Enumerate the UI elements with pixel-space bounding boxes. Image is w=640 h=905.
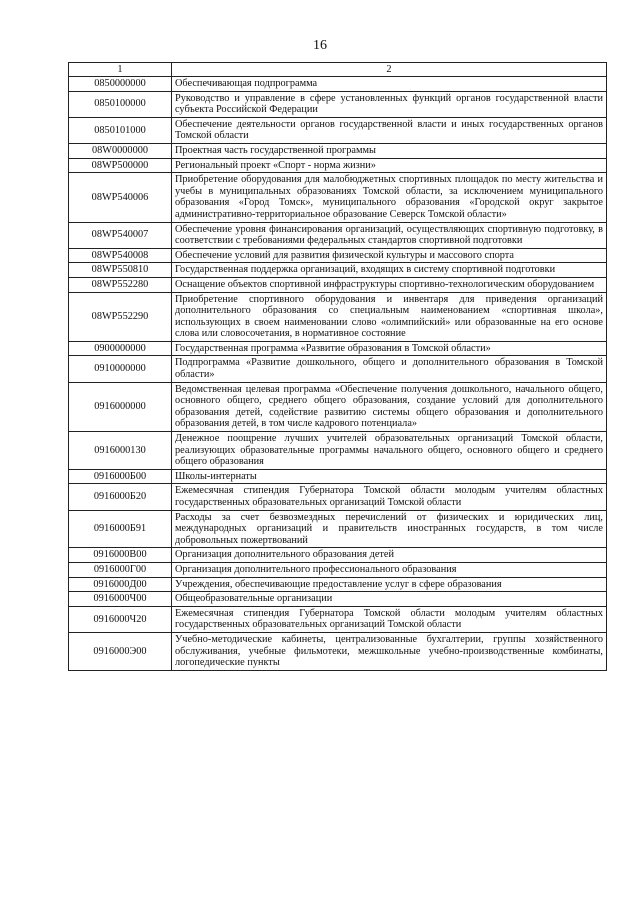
row-name: Обеспечение деятельности органов государственной власти и иных государственных органов Томской области	[172, 117, 607, 143]
row-name: Проектная часть государственной программы	[172, 143, 607, 158]
row-name: Ежемесячная стипендия Губернатора Томской области молодым учителям областных государственных образовательных организаций Томской области	[172, 606, 607, 632]
table-row	[69, 277, 607, 292]
page-number: 16	[313, 38, 327, 53]
row-name: Государственная программа «Развитие образования в Томской области»	[172, 341, 607, 356]
row-code: 0850101000	[69, 117, 172, 143]
header-row	[69, 63, 607, 77]
table-row	[69, 263, 607, 278]
row-name: Региональный проект «Спорт - норма жизни»	[172, 158, 607, 173]
table-row	[69, 248, 607, 263]
row-code: 0916000130	[69, 432, 172, 470]
table-header	[69, 63, 607, 77]
table-row	[69, 292, 607, 341]
row-name: Организация дополнительного профессионального образования	[172, 562, 607, 577]
row-code: 0916000Ч20	[69, 606, 172, 632]
row-code: 0916000В00	[69, 548, 172, 563]
table-row	[69, 222, 607, 248]
row-code: 0916000Б20	[69, 484, 172, 510]
table-row	[69, 562, 607, 577]
table-row	[69, 341, 607, 356]
row-name: Общеобразовательные организации	[172, 592, 607, 607]
table-row	[69, 91, 607, 117]
row-code: 0916000000	[69, 382, 172, 431]
row-name: Приобретение спортивного оборудования и инвентаря для приведения организаций дополнительного образования со специальным наименованием «спортивная школа», использующих в своем наименовании слово «олимпийский» или образованные на его основе слова или словосочетания, в нормативное состояние	[172, 292, 607, 341]
table-row	[69, 510, 607, 548]
row-code: 08WP550810	[69, 263, 172, 278]
row-name: Расходы за счет безвозмездных перечислений от физических и юридических лиц, международных организаций и правительств иностранных государств, в том числе добровольных пожертвований	[172, 510, 607, 548]
table-row	[69, 432, 607, 470]
row-name: Организация дополнительного образования детей	[172, 548, 607, 563]
row-name: Приобретение оборудования для малобюджетных спортивных площадок по месту жительства и учебы в муниципальных образованиях Томской области, за исключением муниципального образования «Город Томск», муниципального образования «Городской округ закрытое административно-территориальное образование Северск Томской области»	[172, 173, 607, 222]
row-code: 0850000000	[69, 77, 172, 92]
row-name: Обеспечение уровня финансирования организаций, осуществляющих спортивную подготовку, в соответствии с требованиями федеральных стандартов спортивной подготовки	[172, 222, 607, 248]
row-code: 08W0000000	[69, 143, 172, 158]
row-code: 08WP552280	[69, 277, 172, 292]
row-code: 0916000Д00	[69, 577, 172, 592]
row-name: Обеспечивающая подпрограмма	[172, 77, 607, 92]
row-name: Ведомственная целевая программа «Обеспечение получения дошкольного, начального общего, основного общего, среднего общего образования, создание условий для дополнительного образования детей, содействие развитию системы общего образования и дополнительного образования детей, в том числе кадрового потенциала»	[172, 382, 607, 431]
table-row	[69, 469, 607, 484]
table-row	[69, 77, 607, 92]
row-code: 0900000000	[69, 341, 172, 356]
row-code: 08WP540007	[69, 222, 172, 248]
budget-codes-table	[68, 62, 607, 671]
row-name: Ежемесячная стипендия Губернатора Томской области молодым учителям областных государственных образовательных организаций Томской области	[172, 484, 607, 510]
header-col-2: 2	[172, 63, 607, 77]
row-code: 0850100000	[69, 91, 172, 117]
row-code: 08WP540008	[69, 248, 172, 263]
header-col-1: 1	[69, 63, 172, 77]
table-row	[69, 548, 607, 563]
table-row	[69, 592, 607, 607]
row-name: Руководство и управление в сфере установленных функций органов государственной власти субъекта Российской Федерации	[172, 91, 607, 117]
row-name: Учебно-методические кабинеты, централизованные бухгалтерии, группы хозяйственного обслуживания, учебные фильмотеки, межшкольные учебно-производственные комбинаты, логопедические пункты	[172, 632, 607, 670]
row-code: 08WP540006	[69, 173, 172, 222]
row-code: 0916000Э00	[69, 632, 172, 670]
row-name: Школы-интернаты	[172, 469, 607, 484]
table-row	[69, 173, 607, 222]
table-row	[69, 143, 607, 158]
row-code: 0916000Г00	[69, 562, 172, 577]
table-row	[69, 356, 607, 382]
table-row	[69, 577, 607, 592]
table-row	[69, 484, 607, 510]
row-code: 0916000Б00	[69, 469, 172, 484]
row-code: 08WP500000	[69, 158, 172, 173]
table-row	[69, 632, 607, 670]
table-row	[69, 117, 607, 143]
row-code: 08WP552290	[69, 292, 172, 341]
row-name: Учреждения, обеспечивающие предоставление услуг в сфере образования	[172, 577, 607, 592]
table-row	[69, 158, 607, 173]
table-row	[69, 606, 607, 632]
row-name: Государственная поддержка организаций, входящих в систему спортивной подготовки	[172, 263, 607, 278]
row-name: Денежное поощрение лучших учителей образовательных организаций Томской области, реализующих образовательные программы начального общего, основного общего и среднего общего образования	[172, 432, 607, 470]
row-name: Оснащение объектов спортивной инфраструктуры спортивно-технологическим оборудованием	[172, 277, 607, 292]
row-name: Подпрограмма «Развитие дошкольного, общего и дополнительного образования в Томской области»	[172, 356, 607, 382]
row-code: 0910000000	[69, 356, 172, 382]
table-row	[69, 382, 607, 431]
row-name: Обеспечение условий для развития физической культуры и массового спорта	[172, 248, 607, 263]
row-code: 0916000Ч00	[69, 592, 172, 607]
table-body	[69, 77, 607, 671]
row-code: 0916000Б91	[69, 510, 172, 548]
